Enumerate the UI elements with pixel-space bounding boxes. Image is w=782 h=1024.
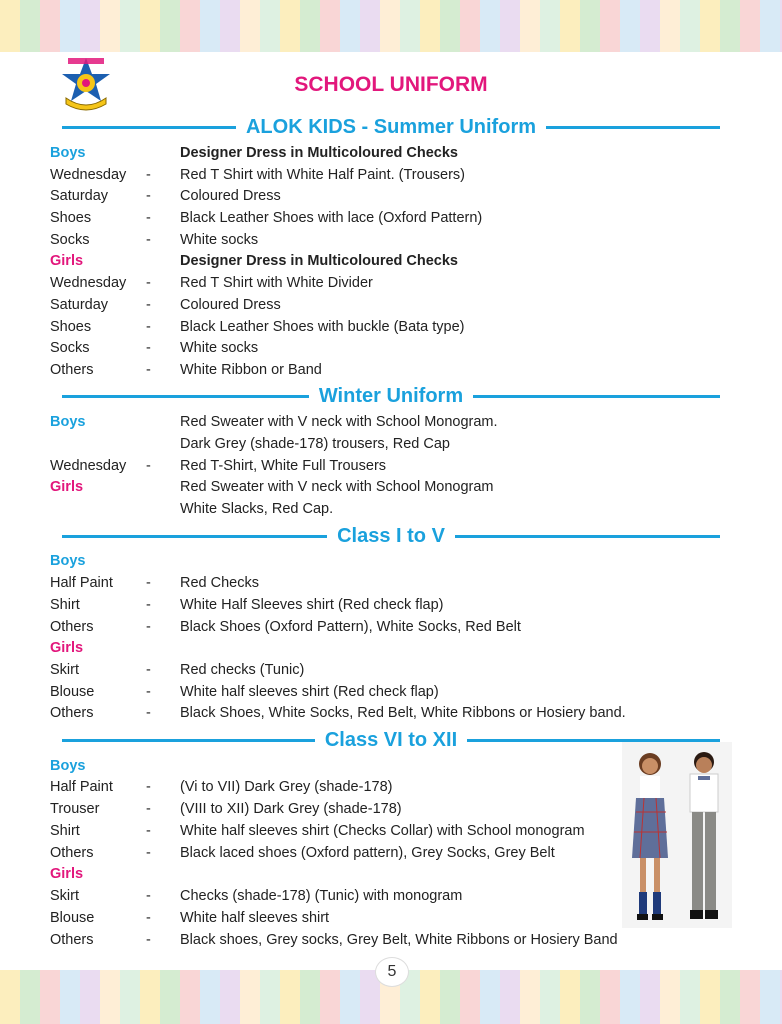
row-dash: - (146, 619, 151, 635)
row-label: Trouser (50, 801, 100, 817)
uniform-row (0, 250, 782, 272)
row-label: Blouse (50, 684, 95, 700)
row-label: Wednesday (50, 167, 127, 183)
row-label: Half Paint (50, 779, 113, 795)
uniform-row (0, 455, 782, 477)
row-label: Girls (50, 479, 84, 495)
row-dash: - (146, 845, 151, 861)
page-number: 5 (375, 957, 409, 987)
row-label: Saturday (50, 297, 109, 313)
row-desc: Black Leather Shoes with lace (Oxford Pattern) (180, 210, 483, 226)
row-desc: White Ribbon or Band (180, 362, 322, 378)
row-dash: - (146, 319, 151, 335)
section-title: ALOK KIDS - Summer Uniform (236, 114, 546, 140)
uniform-row (0, 681, 782, 703)
row-desc: White socks (180, 340, 259, 356)
uniform-row (0, 411, 782, 433)
row-desc: Red T-Shirt, White Full Trousers (180, 458, 387, 474)
row-label: Wednesday (50, 458, 127, 474)
row-dash: - (146, 597, 151, 613)
row-label: Others (50, 932, 94, 948)
row-desc: Designer Dress in Multicoloured Checks (180, 253, 458, 269)
section-title: Winter Uniform (309, 383, 473, 409)
row-desc: Black Shoes, White Socks, Red Belt, White Ribbons or Hosiery band. (180, 705, 626, 721)
row-desc: Red Sweater with V neck with School Monogram. (180, 414, 498, 430)
row-label: Half Paint (50, 575, 113, 591)
row-desc: (VIII to XII) Dark Grey (shade-178) (180, 801, 402, 817)
students-uniform-photo (622, 742, 732, 928)
row-desc: Black Leather Shoes with buckle (Bata type) (180, 319, 465, 335)
row-dash: - (146, 167, 151, 183)
row-label: Shoes (50, 210, 92, 226)
uniform-row (0, 594, 782, 616)
row-label: Boys (50, 553, 86, 569)
uniform-row (0, 164, 782, 186)
row-label: Skirt (50, 662, 79, 678)
row-dash: - (146, 801, 151, 817)
row-label: Wednesday (50, 275, 127, 291)
uniform-row (0, 476, 782, 498)
row-label: Shirt (50, 823, 80, 839)
uniform-row (0, 929, 782, 951)
uniform-row (0, 337, 782, 359)
row-dash: - (146, 705, 151, 721)
row-dash: - (146, 575, 151, 591)
row-dash: - (146, 684, 151, 700)
row-label: Skirt (50, 888, 79, 904)
row-desc: White socks (180, 232, 259, 248)
uniform-row (0, 359, 782, 381)
row-desc: White Slacks, Red Cap. (180, 501, 334, 517)
row-dash: - (146, 275, 151, 291)
row-desc: Black Shoes (Oxford Pattern), White Socks, Red Belt (180, 619, 521, 635)
row-label: Boys (50, 145, 86, 161)
row-desc: Black shoes, Grey socks, Grey Belt, White Ribbons or Hosiery Band (180, 932, 618, 948)
row-dash: - (146, 888, 151, 904)
row-desc: White half sleeves shirt (180, 910, 330, 926)
row-dash: - (146, 662, 151, 678)
section-header-summer (62, 114, 720, 140)
row-label: Socks (50, 340, 90, 356)
uniform-row (0, 572, 782, 594)
uniform-row (0, 207, 782, 229)
section-title: Class I to V (327, 523, 455, 549)
row-desc: Dark Grey (shade-178) trousers, Red Cap (180, 436, 450, 452)
uniform-row (0, 550, 782, 572)
uniform-row (0, 616, 782, 638)
row-desc: Red T Shirt with White Half Paint. (Trousers) (180, 167, 465, 183)
uniform-row (0, 637, 782, 659)
row-desc: (Vi to VII) Dark Grey (shade-178) (180, 779, 393, 795)
section-header-winter (62, 383, 720, 409)
uniform-row (0, 185, 782, 207)
row-label: Others (50, 845, 94, 861)
row-dash: - (146, 910, 151, 926)
uniform-row (0, 433, 782, 455)
top-stripe-border (0, 0, 782, 52)
row-label: Boys (50, 414, 86, 430)
uniform-row (0, 702, 782, 724)
row-desc: Coloured Dress (180, 297, 281, 313)
row-desc: Coloured Dress (180, 188, 281, 204)
row-dash: - (146, 458, 151, 474)
row-desc: White half sleeves shirt (Red check flap) (180, 684, 439, 700)
row-desc: Red checks (Tunic) (180, 662, 305, 678)
row-label: Others (50, 619, 94, 635)
uniform-row (0, 659, 782, 681)
row-label: Girls (50, 253, 84, 269)
row-desc: Black laced shoes (Oxford pattern), Grey Socks, Grey Belt (180, 845, 555, 861)
page-title: SCHOOL UNIFORM (294, 73, 488, 96)
row-dash: - (146, 932, 151, 948)
uniform-row (0, 316, 782, 338)
row-dash: - (146, 362, 151, 378)
uniform-row (0, 498, 782, 520)
row-label: Boys (50, 758, 86, 774)
row-desc: White Half Sleeves shirt (Red check flap) (180, 597, 444, 613)
row-label: Girls (50, 640, 84, 656)
row-dash: - (146, 340, 151, 356)
row-label: Others (50, 705, 94, 721)
row-label: Shirt (50, 597, 80, 613)
row-desc: White half sleeves shirt (Checks Collar) with School monogram (180, 823, 585, 839)
row-dash: - (146, 232, 151, 248)
uniform-row (0, 272, 782, 294)
row-label: Shoes (50, 319, 92, 335)
row-label: Blouse (50, 910, 95, 926)
row-dash: - (146, 297, 151, 313)
row-dash: - (146, 188, 151, 204)
section-header-class-1-5 (62, 523, 720, 549)
row-dash: - (146, 210, 151, 226)
row-dash: - (146, 779, 151, 795)
row-dash: - (146, 823, 151, 839)
row-desc: Red Checks (180, 575, 259, 591)
row-label: Girls (50, 866, 84, 882)
row-label: Saturday (50, 188, 109, 204)
row-desc: Red Sweater with V neck with School Monogram (180, 479, 494, 495)
uniform-row (0, 229, 782, 251)
uniform-row (0, 294, 782, 316)
section-title: Class VI to XII (315, 727, 467, 753)
uniform-row (0, 142, 782, 164)
row-label: Socks (50, 232, 90, 248)
row-desc: Designer Dress in Multicoloured Checks (180, 145, 458, 161)
row-label: Others (50, 362, 94, 378)
row-desc: Checks (shade-178) (Tunic) with monogram (180, 888, 463, 904)
row-desc: Red T Shirt with White Divider (180, 275, 373, 291)
